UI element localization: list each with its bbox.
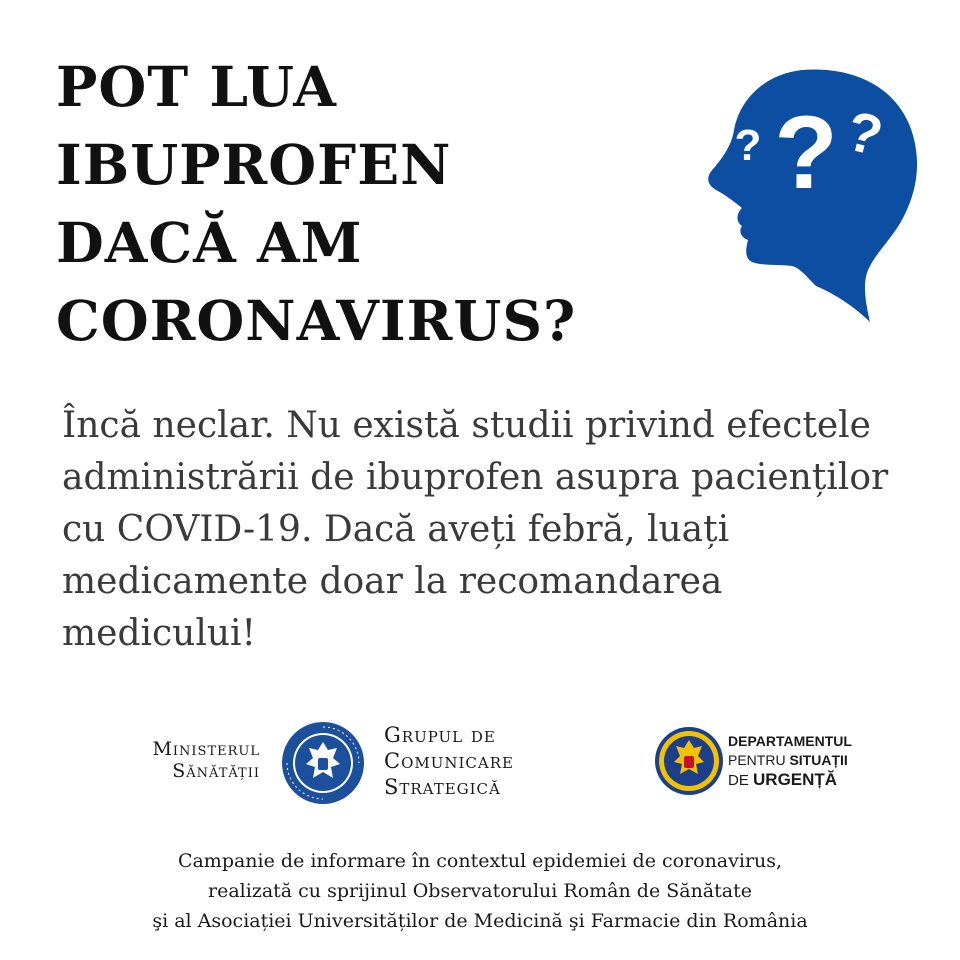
gcs-logo-text: [384, 722, 584, 800]
footer-line: realizată cu sprijinul Observatorului Român de Sănătate: [208, 880, 752, 902]
head-question-marks-icon: [690, 60, 950, 330]
footer-line: şi al Asociației Universităților de Medicină şi Farmacie din România: [152, 910, 808, 932]
headline-line: DACĂ AM: [56, 210, 363, 275]
question-mark-large: ?: [774, 95, 838, 211]
body-text: Încă neclar. Nu există studii privind efectele administrării de ibuprofen asupra pacienților cu COVID-19. Dacă aveți febră, luați medicamente doar la recomandarea medicului!: [62, 405, 889, 654]
question-mark-small-left: ?: [734, 121, 762, 170]
gcs-line: Strategică: [384, 775, 501, 799]
headline-line: POT LUA: [56, 54, 337, 119]
question-mark-small-right: ?: [840, 98, 889, 168]
headline-line: IBUPROFEN: [56, 132, 452, 197]
guvernul-romaniei-seal-icon: [280, 720, 366, 806]
dsu-line-2a: PENTRU: [728, 752, 790, 768]
gcs-line: Grupul de: [384, 723, 496, 747]
headline: [56, 48, 676, 360]
dsu-seal-icon: [654, 726, 724, 796]
ministry-line: Ministerul: [152, 738, 260, 760]
dsu-line-3a: DE: [728, 772, 754, 789]
ministry-of-health-logo: [100, 738, 260, 782]
dsu-line-1: DEPARTAMENTUL: [728, 733, 852, 749]
gcs-line: Comunicare: [384, 749, 514, 773]
dsu-logo-text: [728, 732, 868, 790]
logo-row: [0, 718, 960, 818]
dsu-line-3b: URGENȚĂ: [753, 770, 838, 789]
ministry-line: Sănătății: [172, 760, 260, 782]
footer-line: Campanie de informare în contextul epidemiei de coronavirus,: [177, 850, 783, 872]
footer-credits: [40, 846, 920, 936]
dsu-line-2: [728, 751, 868, 770]
dsu-line-2b: SITUAȚII: [789, 752, 848, 768]
headline-line: CORONAVIRUS?: [56, 288, 577, 353]
dsu-line-3: [728, 770, 868, 790]
